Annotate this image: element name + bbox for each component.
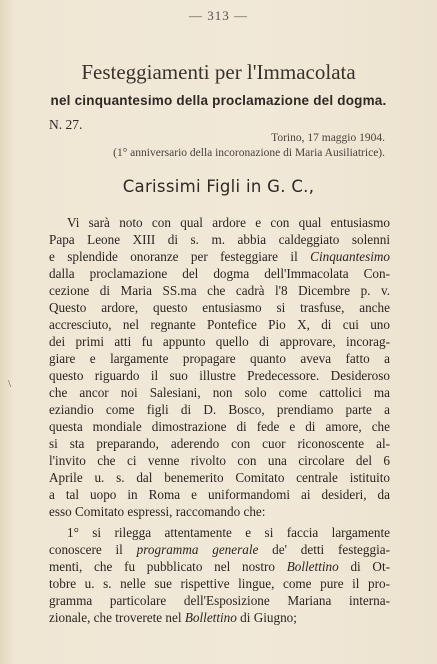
body-line: dei primi atti fu appunto quello di approvare, incorag- bbox=[49, 334, 390, 349]
item-text: menti, che fu pubblicato nel nostro bbox=[49, 559, 275, 574]
item-text: conoscere il bbox=[49, 542, 123, 557]
body-line: Vi sarà noto con qual ardore e con qual entusiasmo bbox=[67, 215, 390, 230]
item-text: di Ot- bbox=[350, 559, 391, 574]
item-text: di Giugno; bbox=[240, 610, 297, 625]
body-line: esso Comitato espressi, raccomando che: bbox=[49, 504, 266, 519]
item-line: tobre u. s. nelle sue rispettive lingue, come pure il pro- bbox=[49, 576, 390, 591]
salutation: Carissimi Figli in G. C., bbox=[122, 177, 315, 196]
anniversary-note: (1° anniversario della incoronazione di Maria Ausiliatrice). bbox=[113, 147, 385, 159]
body-line: eziandio come figli di D. Bosco, prendiamo parte a bbox=[49, 402, 390, 417]
letter-date: Torino, 17 maggio 1904. bbox=[271, 132, 385, 144]
item-line bbox=[49, 541, 390, 558]
body-line: che ancor noi Salesiani, non solo come cattolici ma bbox=[49, 385, 390, 400]
item-italic: Bollettino bbox=[184, 610, 237, 625]
page-number: — 313 — bbox=[189, 8, 248, 23]
body-line: questo riguardo il suo illustre Predecessore. Desideroso bbox=[49, 368, 390, 383]
body-line: cezione di Maria SS.ma che cadrà l'8 Dicembre p. v. bbox=[49, 283, 390, 298]
item-line bbox=[49, 558, 390, 575]
item-text: de' detti festeggia- bbox=[272, 542, 391, 557]
body-line: a tal uopo in Roma e uniformandomi ai desideri, da bbox=[49, 487, 390, 502]
body-line: Aprile u. s. dal benemerito Comitato centrale istituito bbox=[49, 470, 390, 485]
body-line-italic: Cinquantesimo bbox=[310, 249, 391, 264]
body-line: accresciuto, nel regnante Pontefice Pio X, di cui uno bbox=[49, 317, 390, 332]
body-line: Questo ardore, questo entusiasmo si trasfuse, anche bbox=[49, 300, 390, 315]
page-subtitle: nel cinquantesimo della proclamazione del dogma. bbox=[50, 93, 387, 108]
item-text: zionale, che troverete nel bbox=[49, 610, 182, 625]
page-title: Festeggiamenti per l'Immacolata bbox=[81, 60, 356, 84]
body-line: si sta preparando, aderendo con cuor riconoscente al- bbox=[49, 436, 390, 451]
body-line: dalla proclamazione del dogma dell'Immacolata Con- bbox=[49, 266, 390, 281]
body-line: questa mondiale dimostrazione di fede e di amore, che bbox=[49, 419, 390, 434]
body-line: l'invito che ci venne rivolto con una circolare del 6 bbox=[49, 453, 390, 468]
body-line bbox=[49, 248, 390, 265]
letter-number: N. 27. bbox=[49, 117, 83, 132]
item-line: gramma particolare dell'Esposizione Mariana interna- bbox=[49, 593, 390, 608]
body-line: Papa Leone XIII di s. m. abbia caldeggiato solenni bbox=[49, 232, 390, 247]
item-italic: Bollettino bbox=[286, 559, 339, 574]
body-line: giare e largamente propagare quanto aveva fatto a bbox=[49, 351, 390, 366]
item-line: 1° si rilegga attentamente e si faccia largamente bbox=[67, 525, 390, 540]
item-italic: programma generale bbox=[136, 542, 259, 557]
margin-mark: \ bbox=[8, 378, 12, 390]
body-line-text: e splendide onoranze per festeggiare il bbox=[49, 249, 298, 264]
item-line bbox=[49, 609, 390, 626]
